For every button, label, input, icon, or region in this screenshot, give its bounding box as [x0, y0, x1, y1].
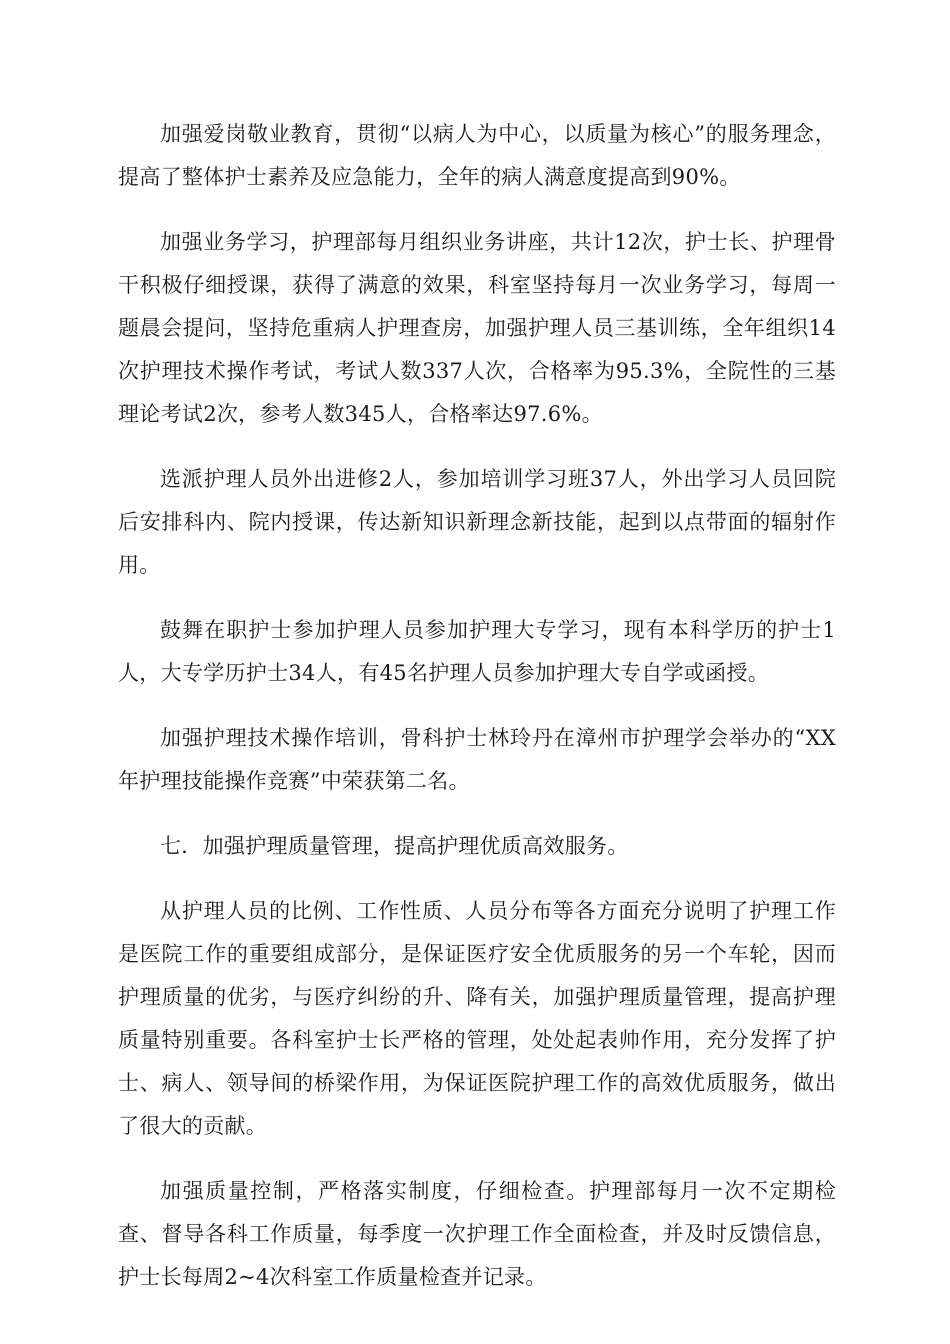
paragraph-external-training: 选派护理人员外出进修2人，参加培训学习班37人，外出学习人员回院后安排科内、院内授课，传达新知识新理念新技能，起到以点带面的辐射作用。	[118, 467, 836, 577]
paragraph-patient-care-philosophy: 加强爱岗敬业教育，贯彻“以病人为中心，以质量为核心”的服务理念，提高了整体护士素养及应急能力，全年的病人满意度提高到90%。	[118, 122, 836, 189]
paragraph-skills-competition: 加强护理技术操作培训，骨科护士林玲丹在漳州市护理学会举办的“XX年护理技能操作竞赛”中荣获第二名。	[118, 726, 836, 793]
section-heading-quality-management: 七．加强护理质量管理，提高护理优质高效服务。	[160, 834, 629, 858]
paragraph-education-encouragement: 鼓舞在职护士参加护理人员参加护理大专学习，现有本科学历的护士1人，大专学历护士34人，有45名护理人员参加护理大专自学或函授。	[118, 618, 836, 685]
paragraph-business-study: 加强业务学习，护理部每月组织业务讲座，共计12次，护士长、护理骨干积极仔细授课，获得了满意的效果，科室坚持每月一次业务学习，每周一题晨会提问，坚持危重病人护理查房，加强护理人员三基训练，全年组织14次护理技术操作考试，考试人数337人次，合格率为95.3%，全院性的三基理论考试2次，参考人数345人，合格率达97.6%。	[118, 230, 836, 426]
paragraph-quality-importance: 从护理人员的比例、工作性质、人员分布等各方面充分说明了护理工作是医院工作的重要组成部分，是保证医疗安全优质服务的另一个车轮，因而护理质量的优劣，与医疗纠纷的升、降有关，加强护理质量管理，提高护理质量特别重要。各科室护士长严格的管理，处处起表帅作用，充分发挥了护士、病人、领导间的桥梁作用，为保证医院护理工作的高效优质服务，做出了很大的贡献。	[118, 899, 836, 1138]
paragraph-quality-control: 加强质量控制，严格落实制度，仔细检查。护理部每月一次不定期检查、督导各科工作质量，每季度一次护理工作全面检查，并及时反馈信息，护士长每周2~4次科室工作质量检查并记录。	[118, 1179, 836, 1289]
document-body	[118, 113, 836, 1321]
